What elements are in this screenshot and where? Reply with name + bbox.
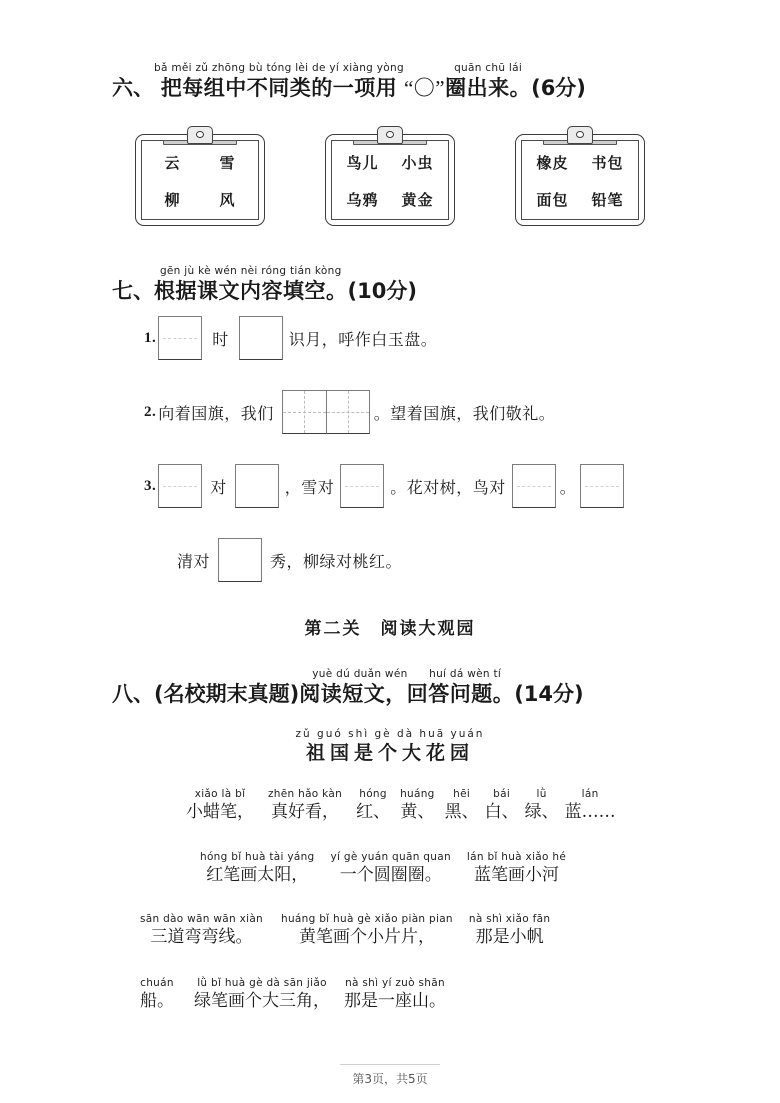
word-item[interactable]: 乌鸦 xyxy=(346,191,379,209)
answer-box-tianzige[interactable] xyxy=(326,390,370,434)
word-item[interactable]: 书包 xyxy=(591,154,624,172)
answer-box[interactable] xyxy=(512,464,556,508)
section-6-points: (6分) xyxy=(531,76,586,100)
passage-line-3: sān dào wān wān xiàn 三道弯弯线。 huáng bǐ huà gè xiǎo piàn pian 黄笔画个小片片， nà shì xiǎo fān 那是小帆 xyxy=(140,913,551,947)
passage-line-2: hóng bǐ huà tài yáng 红笔画太阳， yí gè yuán quān quan 一个圆圈圈。 lán bǐ huà xiǎo hé 蓝笔画小河 xyxy=(200,851,567,885)
circle-mark-icon: 〇 xyxy=(413,76,436,100)
fill-item-1-text-b: 识月，呼作白玉盘。 xyxy=(288,329,438,349)
fill-item-4-text-b: 秀，柳绿对桃红。 xyxy=(270,551,403,571)
section-8-prefix: (名校期末真题) xyxy=(154,682,300,706)
section-7-main xyxy=(154,265,348,304)
word-card-line xyxy=(145,152,255,173)
word-item[interactable]: 柳 xyxy=(164,191,181,209)
word-card-line xyxy=(145,189,255,210)
section-6-main xyxy=(154,62,404,101)
word-card[interactable] xyxy=(325,126,455,226)
section-6-quote-open: “ xyxy=(403,76,414,100)
answer-box[interactable] xyxy=(580,464,624,508)
section-6-number: 六、 xyxy=(112,76,154,100)
footer-divider xyxy=(340,1064,440,1065)
passage-title-ruby xyxy=(296,728,485,765)
word-card[interactable] xyxy=(515,126,645,226)
word-item[interactable]: 雪 xyxy=(219,154,236,172)
answer-box[interactable] xyxy=(239,316,283,360)
word-item[interactable]: 小虫 xyxy=(401,154,434,172)
fill-item-4 xyxy=(177,538,402,582)
clipboard-hole-icon xyxy=(196,131,204,138)
page-footer: 第3页，共5页 xyxy=(352,1072,428,1086)
answer-box[interactable] xyxy=(218,538,262,582)
word-card[interactable] xyxy=(135,126,265,226)
passage-line-4: chuán 船。 lǜ bǐ huà gè dà sān jiǎo 绿笔画个大三角， nà shì yí zuò shān 那是一座山。 xyxy=(140,977,446,1011)
section-6-text-tail: 圈出来。 xyxy=(445,76,532,100)
fill-item-1-number: 1. xyxy=(144,329,157,346)
word-item[interactable]: 鸟儿 xyxy=(346,154,379,172)
word-card-line xyxy=(525,152,635,173)
word-card-line xyxy=(525,189,635,210)
passage-title-pinyin: zǔ guó shì gè dà huā yuán xyxy=(295,728,485,740)
passage-title xyxy=(0,728,780,765)
answer-box[interactable] xyxy=(340,464,384,508)
word-item[interactable]: 云 xyxy=(164,154,181,172)
fill-item-3-number: 3. xyxy=(144,477,157,494)
section-6-pinyin-tail: quān chū lái xyxy=(454,62,523,74)
fill-item-3-text-a: 对 xyxy=(210,477,227,497)
word-item[interactable]: 橡皮 xyxy=(536,154,569,172)
fill-item-1-text-a: 时 xyxy=(212,329,229,349)
section-8-pinyin: yuè dú duǎn wén huí dá wèn tí xyxy=(312,668,502,680)
fill-item-2 xyxy=(144,390,555,434)
word-card-line xyxy=(335,152,445,173)
word-card-line xyxy=(335,189,445,210)
word-card-content xyxy=(335,144,445,218)
section-8-main xyxy=(299,668,514,707)
section-6-quote-close: ” xyxy=(435,76,446,100)
answer-box-tianzige[interactable] xyxy=(282,390,326,434)
fill-item-2-number: 2. xyxy=(144,403,157,420)
word-card-content xyxy=(525,144,635,218)
word-item[interactable]: 风 xyxy=(219,191,236,209)
section-7-points: (10分) xyxy=(347,279,417,303)
section-8-points: (14分) xyxy=(514,682,584,706)
fill-item-1 xyxy=(144,316,437,360)
fill-item-3-text-c: 。花对树，鸟对 xyxy=(390,477,506,497)
clipboard-hole-icon xyxy=(576,131,584,138)
fill-item-3 xyxy=(144,464,624,508)
section-8-number: 八、 xyxy=(112,682,154,706)
fill-item-4-text-a: 清对 xyxy=(177,551,211,571)
clipboard-hole-icon xyxy=(386,131,394,138)
tianzige-pair[interactable] xyxy=(282,390,370,434)
answer-box[interactable] xyxy=(235,464,279,508)
word-card-group xyxy=(0,126,780,226)
section-6-pinyin: bǎ měi zǔ zhōng bù tóng lèi de yí xiàng yòng xyxy=(154,62,404,74)
section-7-number: 七、 xyxy=(112,279,154,303)
fill-item-2-text-a: 向着国旗，我们 xyxy=(158,403,274,423)
section-8-text: 阅读短文，回答问题。 xyxy=(299,682,515,706)
section-6-tail xyxy=(445,62,531,101)
answer-box[interactable] xyxy=(158,464,202,508)
fill-item-3-text-d: 。 xyxy=(559,477,577,497)
word-card-content xyxy=(145,144,255,218)
passage-line-1: xiǎo là bǐ 小蜡笔， zhēn hǎo kàn 真好看， hóng 红、 huáng 黄、 hēi 黑、 bái 白、 lǜ 绿、 lán 蓝…… xyxy=(186,788,616,822)
stage-2-heading: 第二关 阅读大观园 xyxy=(304,619,476,639)
fill-item-2-text-b: 。望着国旗，我们敬礼。 xyxy=(373,403,556,423)
fill-item-3-text-b: ，雪对 xyxy=(284,477,335,497)
section-8-heading xyxy=(112,668,584,707)
section-6-heading xyxy=(112,62,586,101)
section-7-pinyin: gēn jù kè wén nèi róng tián kòng xyxy=(159,265,342,277)
answer-box[interactable] xyxy=(158,316,202,360)
word-item[interactable]: 铅笔 xyxy=(591,191,624,209)
word-item[interactable]: 黄金 xyxy=(401,191,434,209)
section-7-text: 根据课文内容填空。 xyxy=(154,279,348,303)
passage-title-text: 祖国是个大花园 xyxy=(305,742,474,764)
word-item[interactable]: 面包 xyxy=(536,191,569,209)
section-6-text: 把每组中不同类的一项用 xyxy=(160,76,398,100)
section-7-heading xyxy=(112,265,417,304)
